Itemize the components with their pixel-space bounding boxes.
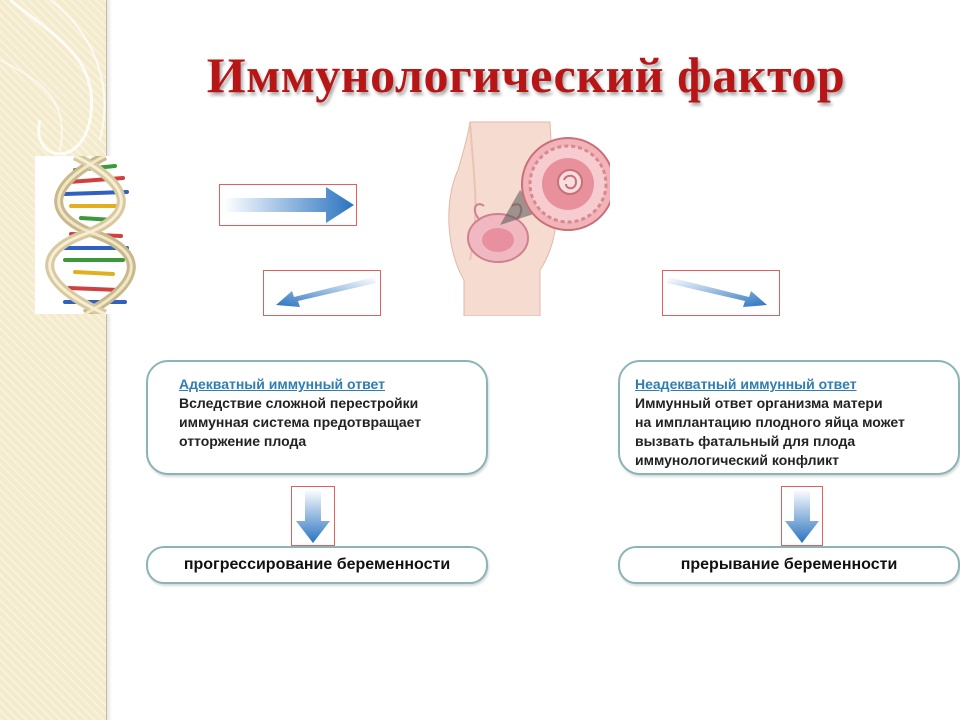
card-text-line: иммунная система предотвращает xyxy=(179,414,422,430)
arrow-down-icon xyxy=(782,487,822,545)
arrow-down-right-branch-box xyxy=(781,486,823,546)
card-text-line: отторжение плода xyxy=(179,433,307,449)
outcome-termination: прерывание беременности xyxy=(618,546,960,584)
uterus-implantation-image xyxy=(440,120,610,316)
card-heading: Неадекватный иммунный ответ xyxy=(635,376,857,392)
card-heading: Адекватный иммунный ответ xyxy=(179,376,385,392)
dna-helix-image xyxy=(35,156,139,314)
arrow-right-icon xyxy=(220,185,356,225)
page-title: Иммунологический фактор xyxy=(206,47,846,103)
card-text-line: Иммунный ответ организма матери xyxy=(635,395,883,411)
card-text-line: иммунологический конфликт xyxy=(635,452,839,468)
outcome-progression: прогрессирование беременности xyxy=(146,546,488,584)
inadequate-response-card xyxy=(618,360,960,475)
arrow-down-left-box xyxy=(263,270,381,316)
card-text-line: Вследствие сложной перестройки xyxy=(179,395,419,411)
arrow-down-right-icon xyxy=(663,271,779,315)
arrow-right-box xyxy=(219,184,357,226)
arrow-down-left-branch-box xyxy=(291,486,335,546)
card-text-line: на имплантацию плодного яйца может xyxy=(635,414,905,430)
arrow-down-right-box xyxy=(662,270,780,316)
decorative-side-strip xyxy=(0,0,107,720)
arrow-down-left-icon xyxy=(264,271,380,315)
card-text-line: вызвать фатальный для плода xyxy=(635,433,856,449)
arrow-down-icon xyxy=(292,487,334,545)
adequate-response-card xyxy=(146,360,488,475)
